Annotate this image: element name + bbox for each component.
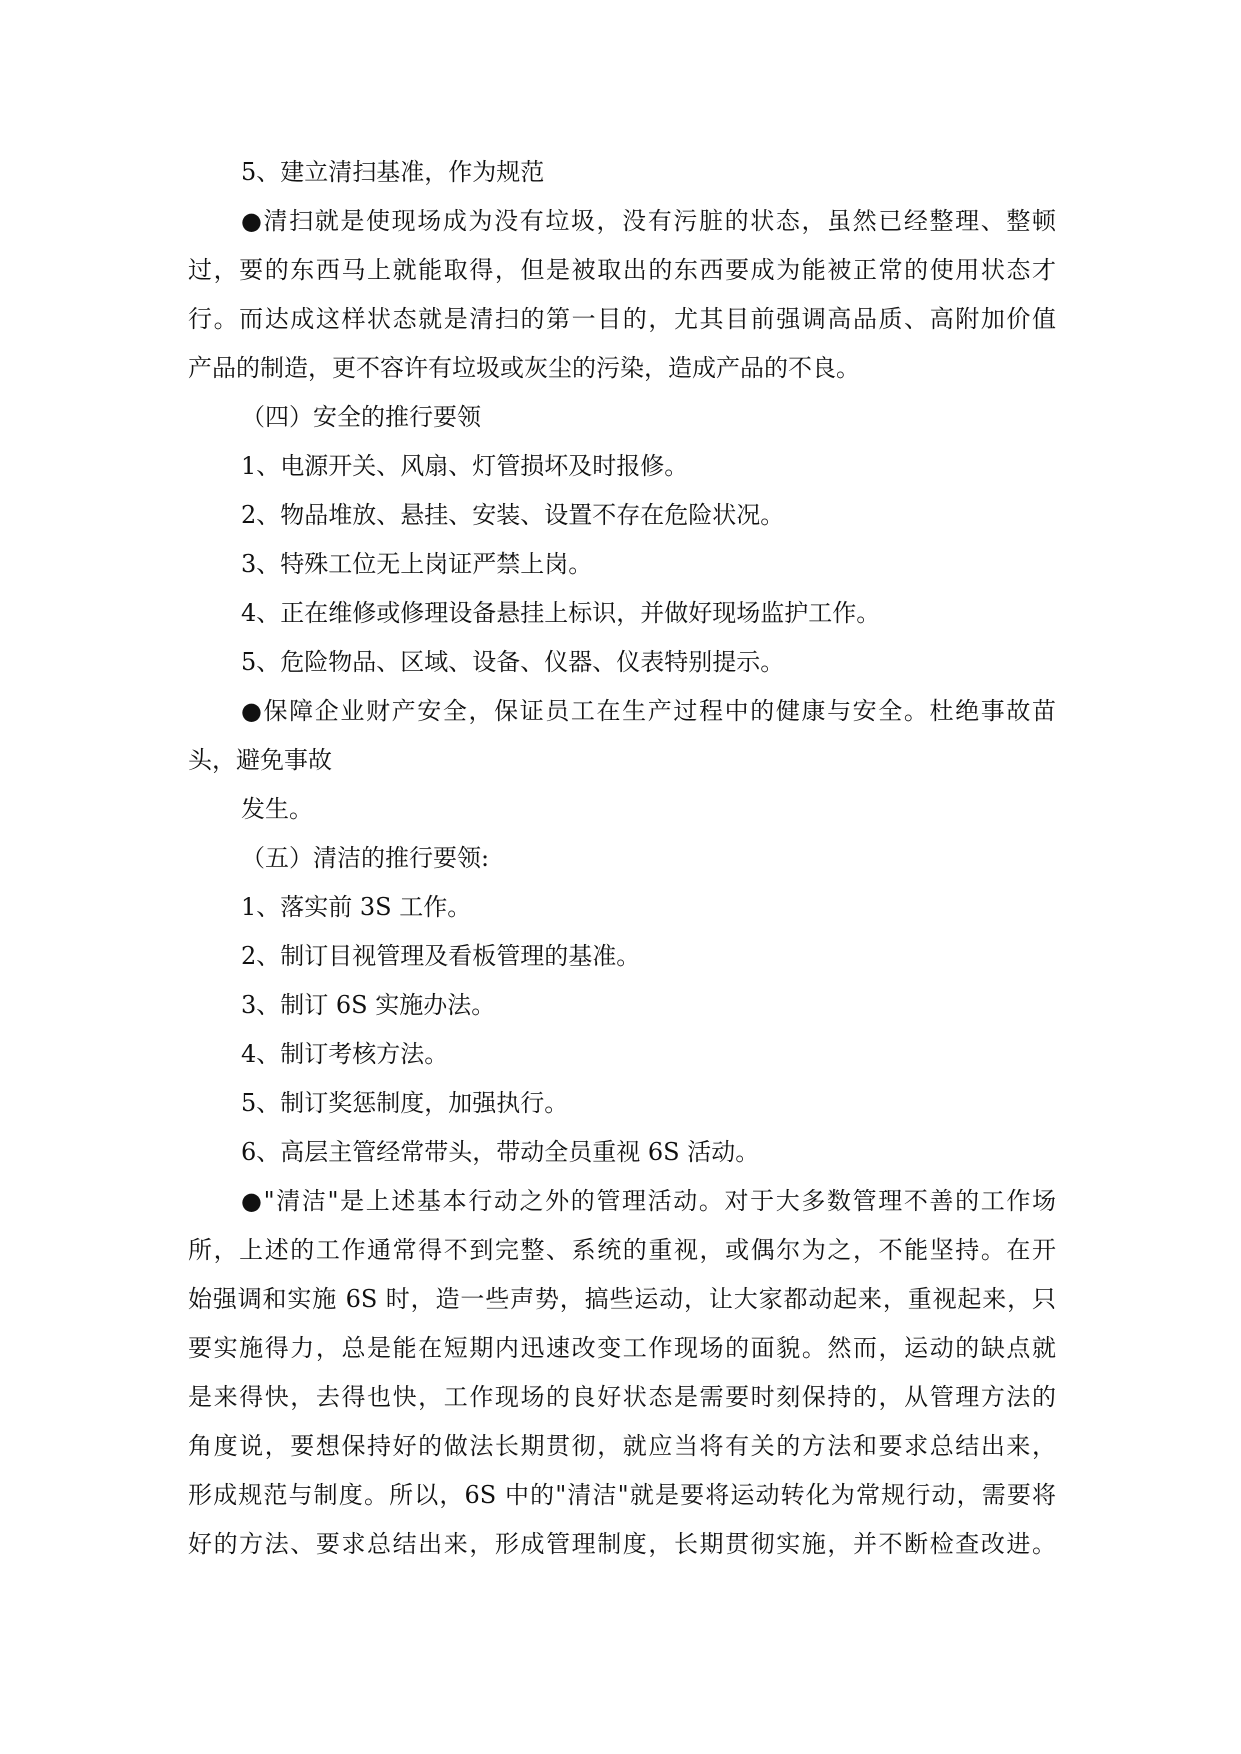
text-line: 5、建立清扫基准，作为规范 xyxy=(241,158,545,186)
text-line: 始强调和实施 6S 时，造一些声势，搞些运动，让大家都动起来，重视起来，只 xyxy=(188,1285,1056,1313)
text-line: 行。而达成这样状态就是清扫的第一目的，尤其目前强调高品质、高附加价值 xyxy=(188,305,1056,333)
list-item: 2、制订目视管理及看板管理的基准。 xyxy=(241,942,641,970)
text-line: ●保障企业财产安全，保证员工在生产过程中的健康与安全。杜绝事故苗 xyxy=(241,697,1056,725)
text-line: 要实施得力，总是能在短期内迅速改变工作现场的面貌。然而，运动的缺点就 xyxy=(188,1334,1056,1362)
text-line: 发生。 xyxy=(241,795,313,823)
list-item: 2、物品堆放、悬挂、安装、设置不存在危险状况。 xyxy=(241,501,785,529)
list-item: 4、正在维修或修理设备悬挂上标识，并做好现场监护工作。 xyxy=(241,599,881,627)
list-item: 3、制订 6S 实施办法。 xyxy=(241,991,496,1019)
list-item: 1、电源开关、风扇、灯管损坏及时报修。 xyxy=(241,452,689,480)
section-heading: （五）清洁的推行要领: xyxy=(241,844,490,872)
text-line: 产品的制造，更不容许有垃圾或灰尘的污染，造成产品的不良。 xyxy=(188,354,860,382)
text-line: 过，要的东西马上就能取得，但是被取出的东西要成为能被正常的使用状态才 xyxy=(188,256,1056,284)
text-line: 是来得快，去得也快，工作现场的良好状态是需要时刻保持的，从管理方法的 xyxy=(188,1383,1056,1411)
list-item: 5、制订奖惩制度，加强执行。 xyxy=(241,1089,569,1117)
list-item: 3、特殊工位无上岗证严禁上岗。 xyxy=(241,550,593,578)
list-item: 6、高层主管经常带头，带动全员重视 6S 活动。 xyxy=(241,1138,760,1166)
list-item: 4、制订考核方法。 xyxy=(241,1040,449,1068)
text-line: 形成规范与制度。所以，6S 中的"清洁"就是要将运动转化为常规行动，需要将 xyxy=(188,1481,1056,1509)
text-line: ●清扫就是使现场成为没有垃圾，没有污脏的状态，虽然已经整理、整顿 xyxy=(241,207,1056,235)
text-line: ●"清洁"是上述基本行动之外的管理活动。对于大多数管理不善的工作场 xyxy=(241,1187,1056,1215)
text-line: 角度说，要想保持好的做法长期贯彻，就应当将有关的方法和要求总结出来， xyxy=(188,1432,1056,1460)
document-page xyxy=(188,148,1056,1569)
section-heading: （四）安全的推行要领 xyxy=(241,403,481,431)
list-item: 1、落实前 3S 工作。 xyxy=(241,893,472,921)
text-line: 好的方法、要求总结出来，形成管理制度，长期贯彻实施，并不断检查改进。 xyxy=(188,1530,1056,1558)
text-line: 头，避免事故 xyxy=(188,746,332,774)
text-line: 所，上述的工作通常得不到完整、系统的重视，或偶尔为之，不能坚持。在开 xyxy=(188,1236,1056,1264)
list-item: 5、危险物品、区域、设备、仪器、仪表特别提示。 xyxy=(241,648,785,676)
